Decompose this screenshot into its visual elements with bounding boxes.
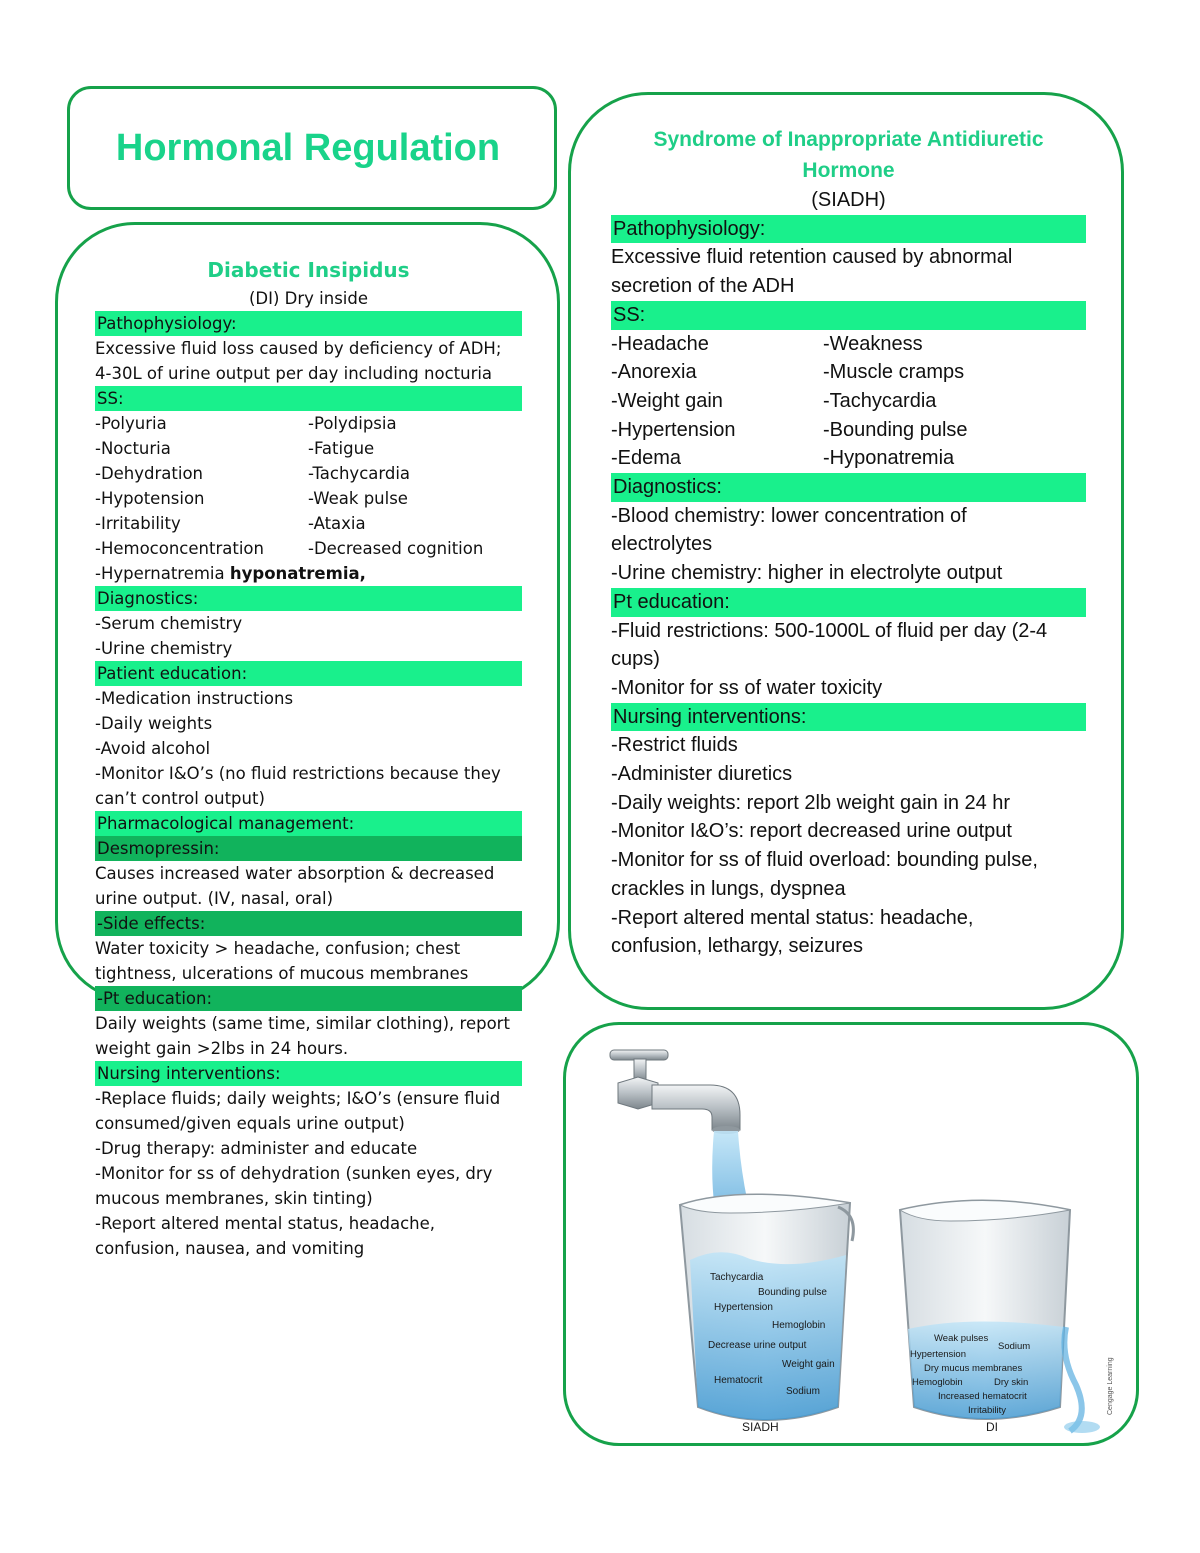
siadh-diag-line: -Urine chemistry: higher in electrolyte output [611, 562, 1003, 585]
image-credit: Cengage Learning [1107, 1357, 1114, 1415]
di-pted-line: Daily weights (same time, similar clothing), report [95, 1014, 510, 1033]
di-ss-item: -Decreased cognition [308, 539, 484, 558]
di-pted-line: weight gain >2lbs in 24 hours. [95, 1039, 349, 1058]
siadh-edu-line: -Monitor for ss of water toxicity [611, 676, 883, 699]
siadh-nurse-line: -Monitor I&O’s: report decreased urine output [611, 820, 1012, 843]
siadh-content [611, 124, 1086, 961]
di-label: Sodium [998, 1341, 1031, 1352]
siadh-ss-item: -Edema [611, 447, 682, 470]
faucet-beakers-illustration [590, 1045, 1120, 1435]
di-edu-line: -Medication instructions [95, 689, 294, 708]
siadh-ss-item: -Hyponatremia [823, 447, 955, 470]
title-box [67, 86, 557, 210]
siadh-nurse-line: -Restrict fluids [611, 734, 738, 757]
page-title: Hormonal Regulation [115, 126, 501, 169]
siadh-ss-item: -Anorexia [611, 361, 697, 384]
di-patho-line: 4-30L of urine output per day including nocturia [95, 364, 493, 383]
di-edu-line: -Daily weights [95, 714, 213, 733]
siadh-label: Hematocrit [714, 1375, 763, 1386]
di-pted-header: -Pt education: [95, 986, 522, 1011]
siadh-label: Sodium [786, 1386, 820, 1397]
siadh-ss-item: -Hypertension [611, 418, 736, 441]
di-ss-header: SS: [95, 386, 522, 411]
di-label: Irritability [968, 1405, 1007, 1416]
di-pharm-header: Pharmacological management: [95, 811, 522, 836]
di-label: Hemoglobin [912, 1377, 963, 1388]
di-ss-item: -Ataxia [308, 514, 366, 533]
di-ss-item: -Polydipsia [308, 414, 397, 433]
siadh-edu-line: cups) [611, 648, 660, 671]
di-card [55, 222, 560, 1258]
siadh-diag-line: electrolytes [611, 533, 713, 556]
di-side-line: tightness, ulcerations of mucous membranes [95, 964, 469, 983]
siadh-diag-line: -Blood chemistry: lower concentration of [611, 504, 967, 527]
siadh-edu-header: Pt education: [611, 588, 1086, 617]
di-edu-line: can’t control output) [95, 789, 265, 808]
di-nurse-header: Nursing interventions: [95, 1061, 522, 1086]
siadh-card [568, 92, 1124, 1010]
di-caption: DI [986, 1420, 998, 1434]
siadh-ss-item: -Muscle cramps [823, 361, 965, 384]
siadh-nurse-line: -Monitor for ss of fluid overload: bounding pulse, [611, 849, 1038, 872]
faucet-icon [610, 1050, 740, 1134]
di-label: Hypertension [910, 1349, 966, 1360]
siadh-ss-item: -Bounding pulse [823, 418, 968, 441]
di-ss-last-bold: hyponatremia, [229, 564, 366, 583]
siadh-nurse-line: -Report altered mental status: headache, [611, 906, 974, 929]
di-nurse-line: confusion, nausea, and vomiting [95, 1239, 365, 1258]
di-patho-line: Excessive fluid loss caused by deficiency of ADH; [95, 339, 502, 358]
di-diag-line: -Serum chemistry [95, 614, 243, 633]
di-nurse-line: -Replace fluids; daily weights; I&O’s (ensure fluid [95, 1089, 501, 1108]
di-edu-line: -Avoid alcohol [95, 739, 211, 758]
siadh-label: Weight gain [782, 1359, 835, 1370]
siadh-nurse-line: -Daily weights: report 2lb weight gain in 24 hr [611, 791, 1011, 814]
di-ss-left [95, 411, 308, 561]
di-side-header: -Side effects: [95, 911, 522, 936]
di-nurse-line: consumed/given equals urine output) [95, 1114, 405, 1133]
di-ss-item: -Fatigue [308, 439, 375, 458]
siadh-patho-header: Pathophysiology: [611, 215, 1086, 244]
siadh-ss-item: -Headache [611, 332, 709, 355]
di-edu-line: -Monitor I&O’s (no fluid restrictions because they [95, 764, 501, 783]
siadh-ss-columns [611, 330, 1086, 474]
siadh-nurse-line: -Administer diuretics [611, 763, 793, 786]
siadh-label: Hypertension [714, 1302, 773, 1313]
di-diag-line: -Urine chemistry [95, 639, 233, 658]
siadh-ss-right [823, 330, 968, 474]
di-ss-last [95, 561, 522, 586]
siadh-diag-header: Diagnostics: [611, 473, 1086, 502]
di-ss-item: -Irritability [95, 514, 181, 533]
siadh-edu-line: -Fluid restrictions: 500-1000L of fluid per day (2-4 [611, 619, 1048, 642]
siadh-label: Tachycardia [710, 1272, 764, 1283]
di-ss-last-text: -Hypernatremia [95, 564, 225, 583]
siadh-title-line1: Syndrome of Inappropriate Antidiuretic [653, 128, 1044, 151]
di-ss-columns [95, 411, 522, 561]
di-subtitle: (DI) Dry inside [248, 289, 369, 308]
di-ss-item: -Tachycardia [308, 464, 411, 483]
di-desmo-line: Causes increased water absorption & decreased [95, 864, 495, 883]
di-nurse-line: -Drug therapy: administer and educate [95, 1139, 418, 1158]
di-desmo-line: urine output. (IV, nasal, oral) [95, 889, 334, 908]
di-ss-item: -Nocturia [95, 439, 171, 458]
siadh-label: Decrease urine output [708, 1340, 807, 1351]
siadh-ss-item: -Weakness [823, 332, 923, 355]
di-nurse-line: -Report altered mental status, headache, [95, 1214, 436, 1233]
di-edu-header: Patient education: [95, 661, 522, 686]
di-ss-item: -Dehydration [95, 464, 204, 483]
siadh-caption: SIADH [742, 1420, 779, 1434]
di-content [95, 255, 522, 1261]
di-ss-item: -Hypotension [95, 489, 205, 508]
siadh-title-line2: Hormone [802, 159, 895, 182]
siadh-nurse-header: Nursing interventions: [611, 703, 1086, 732]
siadh-label: Bounding pulse [758, 1287, 827, 1298]
siadh-ss-header: SS: [611, 301, 1086, 330]
siadh-nurse-line: confusion, lethargy, seizures [611, 935, 863, 958]
illustration-card [563, 1022, 1139, 1446]
siadh-ss-item: -Weight gain [611, 389, 723, 412]
siadh-nurse-line: crackles in lungs, dyspnea [611, 877, 846, 900]
di-label: Dry mucus membranes [924, 1363, 1023, 1374]
siadh-patho-line: Excessive fluid retention caused by abnormal [611, 246, 1013, 269]
siadh-patho-line: secretion of the ADH [611, 275, 795, 298]
di-label: Increased hematocrit [938, 1391, 1027, 1402]
siadh-subtitle: (SIADH) [811, 189, 886, 211]
di-nurse-line: mucous membranes, skin tinting) [95, 1189, 373, 1208]
di-desmo-header: Desmopressin: [95, 836, 522, 861]
siadh-ss-left [611, 330, 823, 474]
di-ss-item: -Hemoconcentration [95, 539, 264, 558]
di-label: Dry skin [994, 1377, 1029, 1388]
di-title: Diabetic Insipidus [207, 258, 410, 282]
di-patho-header: Pathophysiology: [95, 311, 522, 336]
di-diag-header: Diagnostics: [95, 586, 522, 611]
di-label: Weak pulses [934, 1333, 989, 1344]
siadh-label: Hemoglobin [772, 1320, 826, 1331]
di-side-line: Water toxicity > headache, confusion; chest [95, 939, 461, 958]
siadh-ss-item: -Tachycardia [823, 389, 937, 412]
di-nurse-line: -Monitor for ss of dehydration (sunken eyes, dry [95, 1164, 493, 1183]
di-ss-right [308, 411, 483, 561]
di-ss-item: -Polyuria [95, 414, 167, 433]
di-ss-item: -Weak pulse [308, 489, 408, 508]
